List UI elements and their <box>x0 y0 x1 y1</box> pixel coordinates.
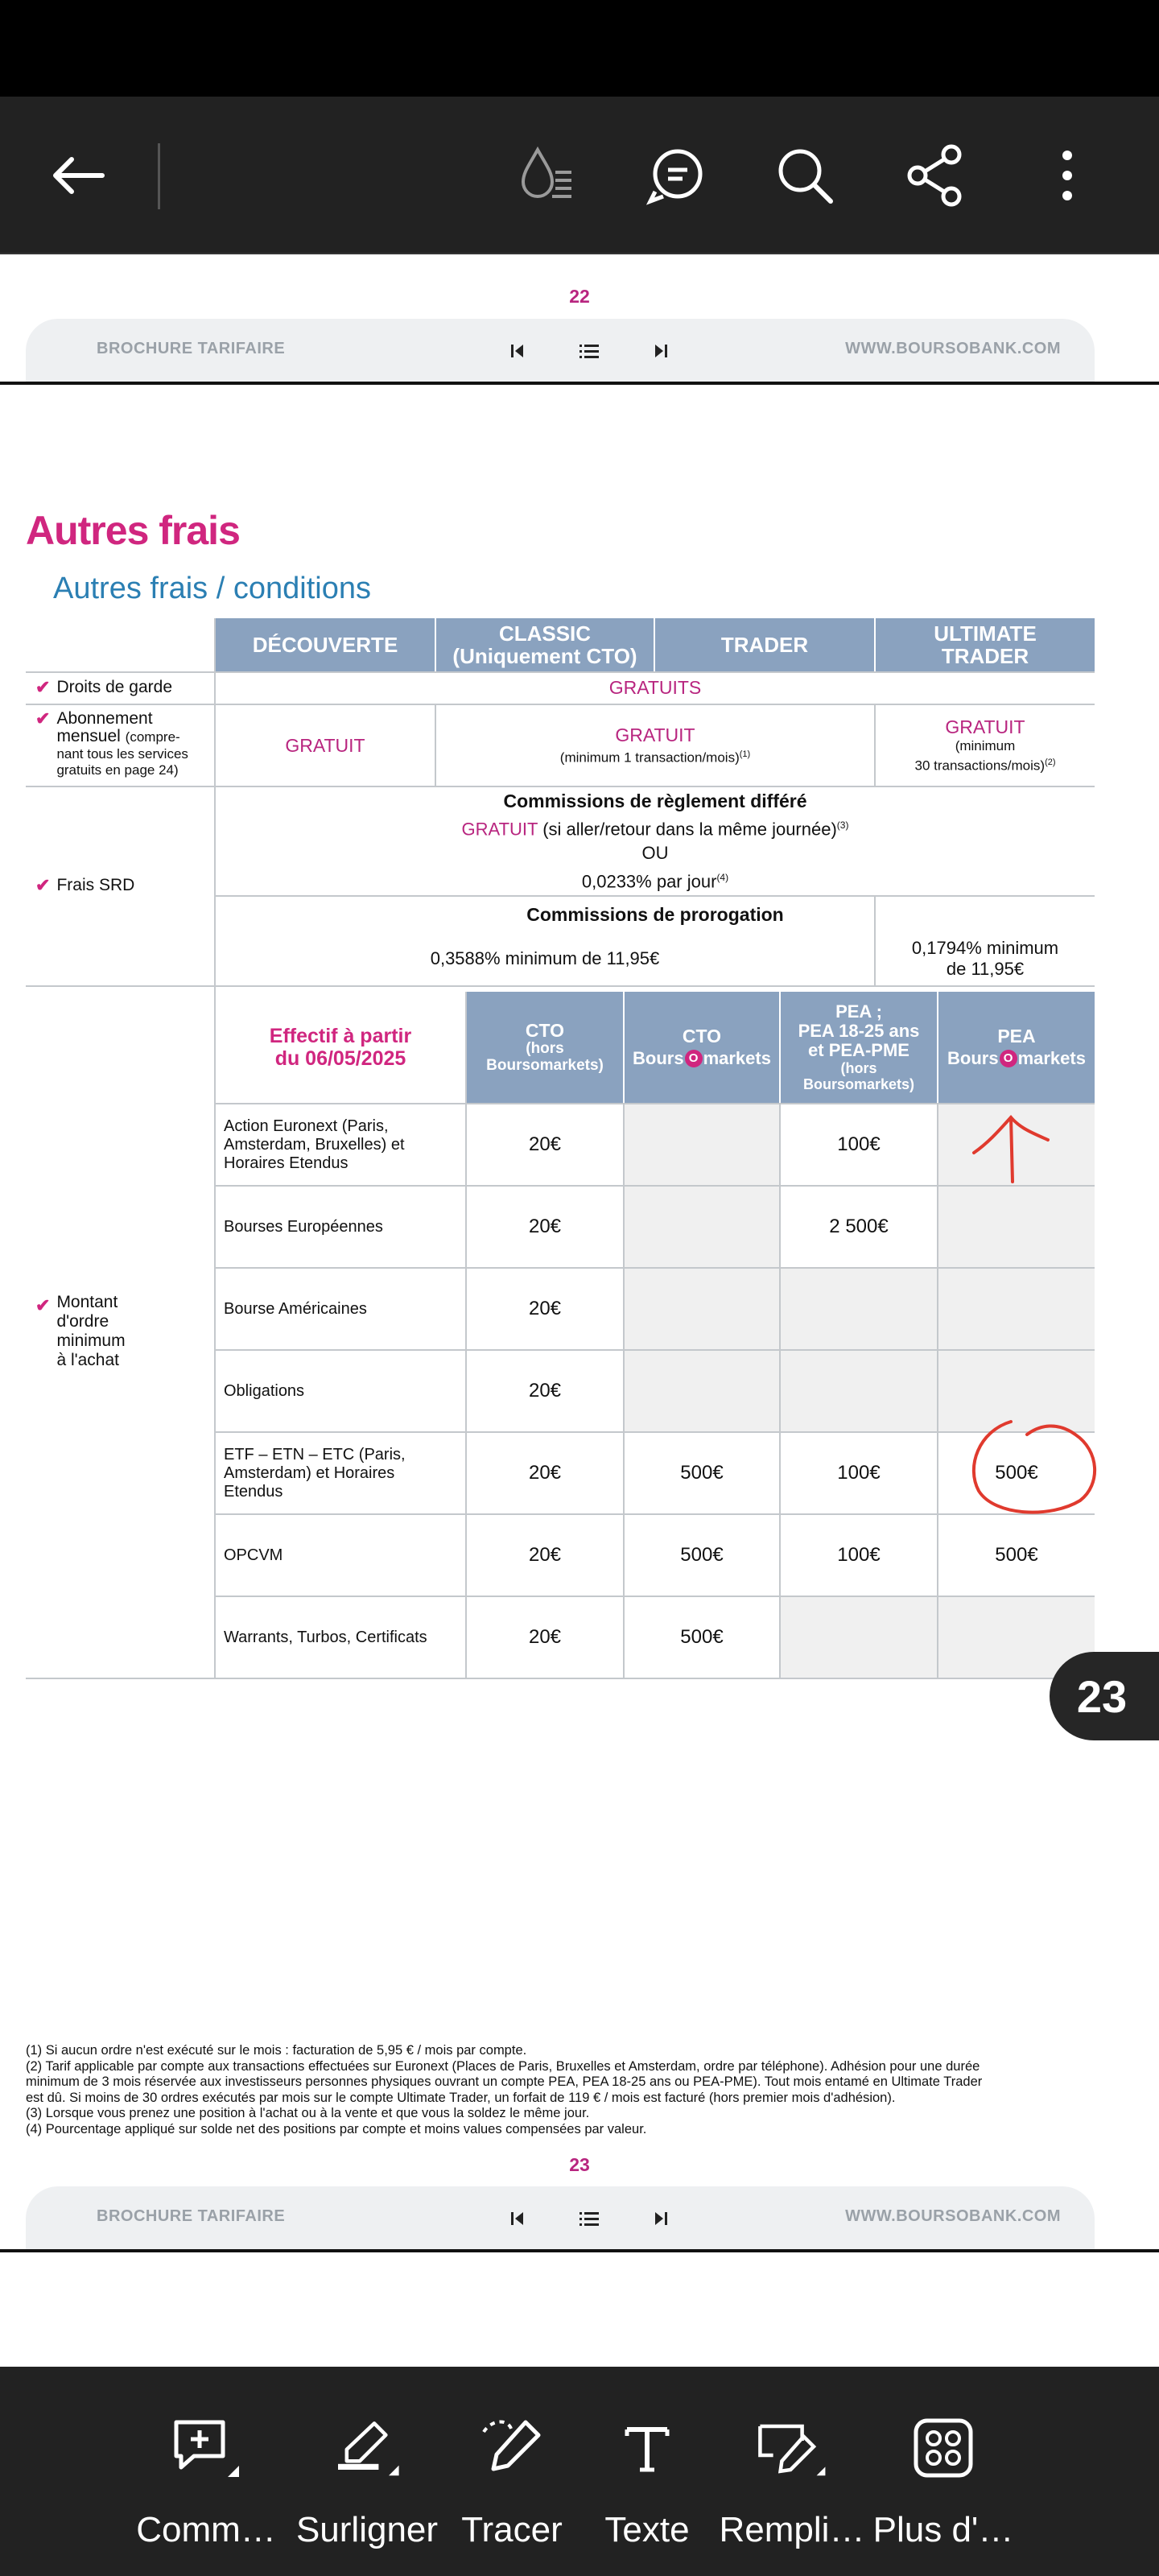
row-label-srd: ✔ Frais SRD <box>35 875 135 895</box>
row-label: Obligations <box>224 1381 305 1400</box>
value-pea: 2 500€ <box>829 1216 889 1237</box>
garde-value: GRATUITS <box>608 676 702 698</box>
page-number-23: 23 <box>569 2154 590 2175</box>
last-page-icon[interactable] <box>652 2210 670 2227</box>
row-label-garde: ✔ Droits de garde <box>35 677 173 697</box>
value-cto: 20€ <box>528 1544 562 1566</box>
value-pea: 100€ <box>837 1133 881 1155</box>
more-icon[interactable] <box>1027 135 1107 216</box>
first-page-icon[interactable] <box>509 342 526 360</box>
value-cto: 20€ <box>528 1380 562 1402</box>
empty-cell <box>625 1351 937 1431</box>
text-icon <box>611 2412 683 2484</box>
tool-highlight[interactable]: Surligner <box>287 2367 448 2576</box>
page-22-footer <box>26 319 1095 382</box>
row-label: Action Euronext (Paris, Amsterdam, Bruxelles) et Horaires Etendus <box>224 1117 405 1172</box>
check-icon: ✔ <box>35 708 51 729</box>
col-cto: CTO (hors Boursomarkets) <box>467 992 623 1103</box>
col-trader: TRADER <box>655 618 874 671</box>
row-label: Warrants, Turbos, Certificats <box>224 1628 427 1646</box>
search-icon[interactable] <box>765 135 845 216</box>
value-cto: 20€ <box>528 1216 562 1237</box>
row-label-abonnement: ✔ Abonnement mensuel (compre- nant tous les services gratuits en page 24) <box>35 708 188 778</box>
value-cto: 20€ <box>528 1626 562 1648</box>
row-label: Bourse Américaines <box>224 1299 367 1318</box>
abonnement-classic-trader: GRATUIT (minimum 1 transaction/mois)$^{(1)}$ <box>559 724 751 766</box>
fill-sign-icon <box>756 2412 828 2484</box>
col-pea-boursomarkets: PEA Bours O markets <box>938 992 1095 1103</box>
page-separator <box>0 2249 1159 2252</box>
row-divider <box>26 786 1095 787</box>
check-icon: ✔ <box>35 1295 51 1315</box>
row-label: ETF – ETN – ETC (Paris, Amsterdam) et Horaires Etendus <box>224 1445 406 1501</box>
col-ultimate-trader: ULTIMATE TRADER <box>876 618 1095 671</box>
row-label: OPCVM <box>224 1546 283 1564</box>
srd-prorogation-title: Commissions de prorogation <box>526 903 784 925</box>
value-cto-bm: 500€ <box>680 1544 724 1566</box>
reading-mode-icon[interactable] <box>507 135 588 216</box>
tool-fill-sign[interactable]: Rempli… <box>711 2367 872 2576</box>
page-separator <box>0 382 1159 385</box>
first-page-icon[interactable] <box>509 2210 526 2227</box>
list-icon[interactable] <box>578 342 600 360</box>
empty-cell <box>938 1269 1095 1349</box>
empty-cell <box>625 1104 779 1185</box>
back-arrow-icon[interactable] <box>37 135 118 216</box>
annotation-circle <box>963 1410 1101 1523</box>
value-pea-bm: 500€ <box>995 1462 1038 1484</box>
list-icon[interactable] <box>578 2210 600 2227</box>
page-indicator-badge[interactable]: 23 <box>1050 1652 1159 1740</box>
check-icon: ✔ <box>35 875 51 895</box>
boursomarkets-badge: O <box>685 1050 703 1067</box>
empty-cell <box>938 1187 1095 1267</box>
tool-more[interactable]: Plus d'… <box>863 2367 1024 2576</box>
tool-comment[interactable]: Comm… <box>126 2367 287 2576</box>
website-label: WWW.BOURSOBANK.COM <box>845 2207 1061 2225</box>
boursomarkets-badge: O <box>1000 1050 1017 1067</box>
check-icon: ✔ <box>35 677 51 697</box>
bottom-toolbar <box>0 2367 1159 2576</box>
page-nav <box>509 335 670 367</box>
value-cto: 20€ <box>528 1298 562 1319</box>
srd-reglement: Commissions de règlement différé GRATUIT (si aller/retour dans la même journée)$^{(3)}$ OU 0,0233% par jour$^{(4)}$ <box>461 790 849 892</box>
col-pea: PEA ; PEA 18-25 ans et PEA-PME (hors Boursomarkets) <box>781 992 937 1103</box>
top-toolbar <box>0 97 1159 254</box>
abonnement-decouverte: GRATUIT <box>285 734 365 756</box>
value-pea-bm: 500€ <box>995 1544 1038 1566</box>
value-cto: 20€ <box>528 1133 562 1155</box>
value-pea: 100€ <box>837 1544 881 1566</box>
col-decouverte: DÉCOUVERTE <box>216 618 435 671</box>
draw-icon <box>476 2412 548 2484</box>
abonnement-ultimate: GRATUIT (minimum 30 transactions/mois)$^{(2)}$ <box>914 716 1056 774</box>
last-page-icon[interactable] <box>652 342 670 360</box>
tool-text[interactable]: Texte <box>567 2367 728 2576</box>
empty-cell <box>625 1269 937 1349</box>
section-subtitle: Autres frais / conditions <box>53 572 371 605</box>
more-tools-icon <box>907 2412 980 2484</box>
row-divider <box>216 895 1095 897</box>
page-title: Autres frais <box>26 508 240 553</box>
brochure-label: BROCHURE TARIFAIRE <box>97 340 286 357</box>
srd-prorogation-value: 0,3588% minimum de 11,95€ <box>430 948 660 968</box>
value-cto-bm: 500€ <box>680 1626 724 1648</box>
row-divider <box>26 985 1095 987</box>
annotation-arrow <box>958 1109 1070 1190</box>
tool-draw[interactable]: Tracer <box>431 2367 592 2576</box>
value-pea: 100€ <box>837 1462 881 1484</box>
col-classic: CLASSIC (Uniquement CTO) <box>436 618 654 671</box>
row-label-montant: ✔ Montant d'ordre minimum à l'achat <box>35 1293 126 1369</box>
toolbar-divider <box>158 143 160 209</box>
page-number-22: 22 <box>569 286 590 307</box>
effective-date: Effectif à partir du 06/05/2025 <box>269 1025 412 1070</box>
page-nav <box>509 2202 670 2235</box>
status-bar <box>0 0 1159 97</box>
comment-icon[interactable] <box>636 135 716 216</box>
row-label: Bourses Européennes <box>224 1217 383 1236</box>
value-cto: 20€ <box>528 1462 562 1484</box>
comment-add-icon <box>170 2412 242 2484</box>
srd-prorogation-ultimate: 0,1794% minimum de 11,95€ <box>911 938 1059 979</box>
website-label: WWW.BOURSOBANK.COM <box>845 340 1061 357</box>
share-icon[interactable] <box>895 135 975 216</box>
value-cto-bm: 500€ <box>680 1462 724 1484</box>
highlighter-icon <box>331 2412 403 2484</box>
table-bottom <box>26 1678 1095 1679</box>
brochure-label: BROCHURE TARIFAIRE <box>97 2207 286 2225</box>
footnotes: (1) Si aucun ordre n'est exécuté sur le mois : facturation de 5,95 € / mois par compte. (2) Tarif applicable par compte aux transactions effectuées sur Euronext (Places de Paris, Bruxelles et Amsterdam, ordre par téléphone). Adhésion pour une durée minimum de 3 mois réservée aux investisseurs personnes physiques ouvrant un compte PEA, PEA 18-25 ans ou PEA-PME). Tout mois entamé en Ultimate Trader est dû. Si moins de 30 ordres exécutés par mois sur le compte Ultimate Trader, un forfait de 119 € / mois est facturé (hors premier mois d'adhésion). (3) Lorsque vous prenez une position à l'achat ou à la vente et que vous la soldez le même jour. (4) Pourcentage appliqué sur solde net des positions par compte et moins values compensées par valeur. <box>26 2043 983 2136</box>
col-cto-boursomarkets: CTO Bours O markets <box>625 992 779 1103</box>
empty-cell <box>625 1187 779 1267</box>
page-23-footer <box>26 2186 1095 2249</box>
